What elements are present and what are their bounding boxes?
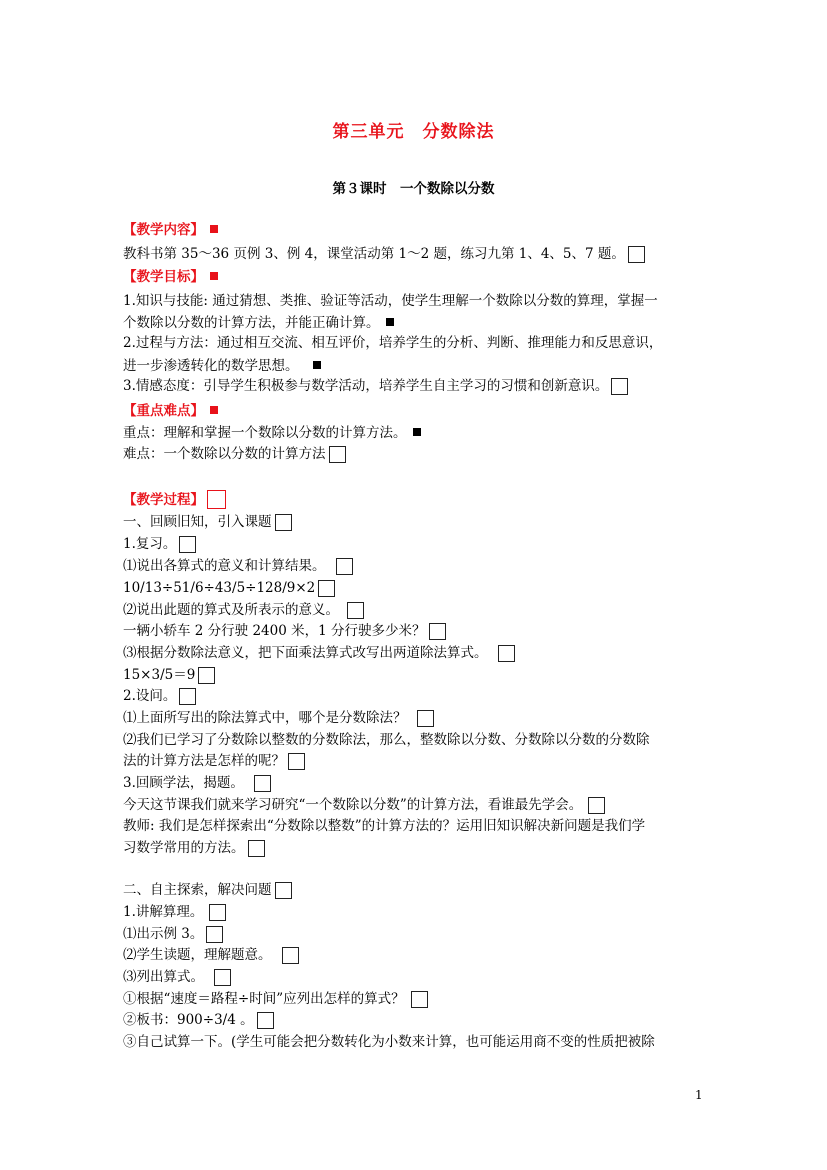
checkbox-icon (411, 991, 428, 1008)
goal-line: 个数除以分数的计算方法，并能正确计算。 (123, 313, 394, 333)
process-line: 10/13÷51/6÷43/5÷128/9×2 (123, 578, 335, 598)
process-line: 3.回顾学法，揭题。 (123, 773, 271, 793)
checkbox-icon (179, 688, 196, 705)
checkbox-icon (417, 710, 434, 727)
section-heading-goals: 【教学目标】 (123, 267, 218, 287)
process-line: ⑶根据分数除法意义，把下面乘法算式改写出两道除法算式。 (123, 643, 515, 663)
process-line: ①根据“速度＝路程÷时间”应列出怎样的算式？ (123, 989, 428, 1009)
checkbox-icon (179, 536, 196, 553)
checkbox-icon (275, 514, 292, 531)
process-line: ⑵学生读题，理解题意。 (123, 945, 299, 965)
bullet-square-icon (210, 406, 218, 414)
checkbox-icon (254, 775, 271, 792)
checkbox-icon (611, 378, 628, 395)
goal-line: 进一步渗透转化的数学思想。 (123, 356, 321, 376)
process-line: ②板书：900÷3/4 。 (123, 1010, 274, 1030)
bullet-square-icon (210, 225, 218, 233)
key-line: 重点：理解和掌握一个数除以分数的计算方法。 (123, 423, 421, 443)
key-line: 难点：一个数除以分数的计算方法 (123, 444, 346, 464)
process-line: 今天这节课我们就来学习研究“一个数除以分数”的计算方法，看谁最先学会。 (123, 795, 605, 815)
bullet-square-icon (210, 272, 218, 280)
checkbox-icon (198, 667, 215, 684)
checkbox-icon (588, 797, 605, 814)
checkbox-icon (329, 446, 346, 463)
goal-line: 3.情感态度：引导学生积极参与数学活动，培养学生自主学习的习惯和创新意识。 (123, 376, 628, 396)
checkbox-icon (318, 580, 335, 597)
process-line: 1.复习。 (123, 534, 196, 554)
process-line: 2.设问。 (123, 686, 196, 706)
checkbox-icon (209, 904, 226, 921)
section-heading-content: 【教学内容】 (123, 220, 218, 240)
process-line: 1.讲解算理。 (123, 902, 226, 922)
process-line: ③自己试算一下。(学生可能会把分数转化为小数来计算，也可能运用商不变的性质把被除 (123, 1034, 655, 1050)
process-line: 教师: 我们是怎样探索出“分数除以整数”的计算方法的？运用旧知识解决新问题是我们学 (123, 818, 646, 834)
section-heading-process: 【教学过程】 (123, 490, 226, 510)
checkbox-icon (498, 645, 515, 662)
goal-line: 1.知识与技能: 通过猜想、类推、验证等活动，使学生理解一个数除以分数的算理，掌握一 (123, 293, 658, 309)
checkbox-icon (214, 969, 231, 986)
checkbox-icon (207, 490, 226, 509)
process-line: ⑴上面所写出的除法算式中，哪个是分数除法？ (123, 708, 434, 728)
lesson-subtitle: 第３课时 一个数除以分数 (332, 181, 495, 197)
checkbox-icon (282, 947, 299, 964)
checkbox-icon (257, 1012, 274, 1029)
checkbox-icon (206, 926, 223, 943)
process-line: 二、自主探索，解决问题 (123, 880, 292, 900)
checkbox-icon (288, 753, 305, 770)
checkbox-icon (275, 882, 292, 899)
checkbox-icon (347, 602, 364, 619)
process-line: 15×3/5＝9 (123, 665, 215, 685)
checkbox-icon (628, 246, 645, 263)
section-heading-key: 【重点难点】 (123, 401, 218, 421)
page-number: 1 (695, 1088, 703, 1102)
checkbox-icon (429, 623, 446, 640)
checkbox-icon (248, 840, 265, 857)
process-line: 习数学常用的方法。 (123, 838, 265, 858)
checkbox-icon (336, 558, 353, 575)
bullet-square-icon (413, 428, 421, 436)
bullet-square-icon (313, 361, 321, 369)
content-line: 教科书第 35～36 页例 3、例 4，课堂活动第 1～2 题，练习九第 1、4、5、7 题。 (123, 244, 645, 264)
process-line: 一、回顾旧知，引入课题 (123, 512, 292, 532)
bullet-square-icon (386, 318, 394, 326)
page-title: 第三单元 分数除法 (332, 122, 495, 142)
goal-line: 2.过程与方法：通过相互交流、相互评价，培养学生的分析、判断、推理能力和反思意识， (123, 335, 663, 351)
process-line: 法的计算方法是怎样的呢？ (123, 751, 305, 771)
process-line: ⑴出示例 3。 (123, 924, 223, 944)
process-line: ⑵说出此题的算式及所表示的意义。 (123, 600, 364, 620)
process-line: ⑶列出算式。 (123, 967, 231, 987)
process-line: ⑵我们已学习了分数除以整数的分数除法，那么，整数除以分数、分数除以分数的分数除 (123, 732, 650, 748)
process-line: ⑴说出各算式的意义和计算结果。 (123, 556, 353, 576)
process-line: 一辆小轿车 2 分行驶 2400 米，1 分行驶多少米？ (123, 621, 446, 641)
